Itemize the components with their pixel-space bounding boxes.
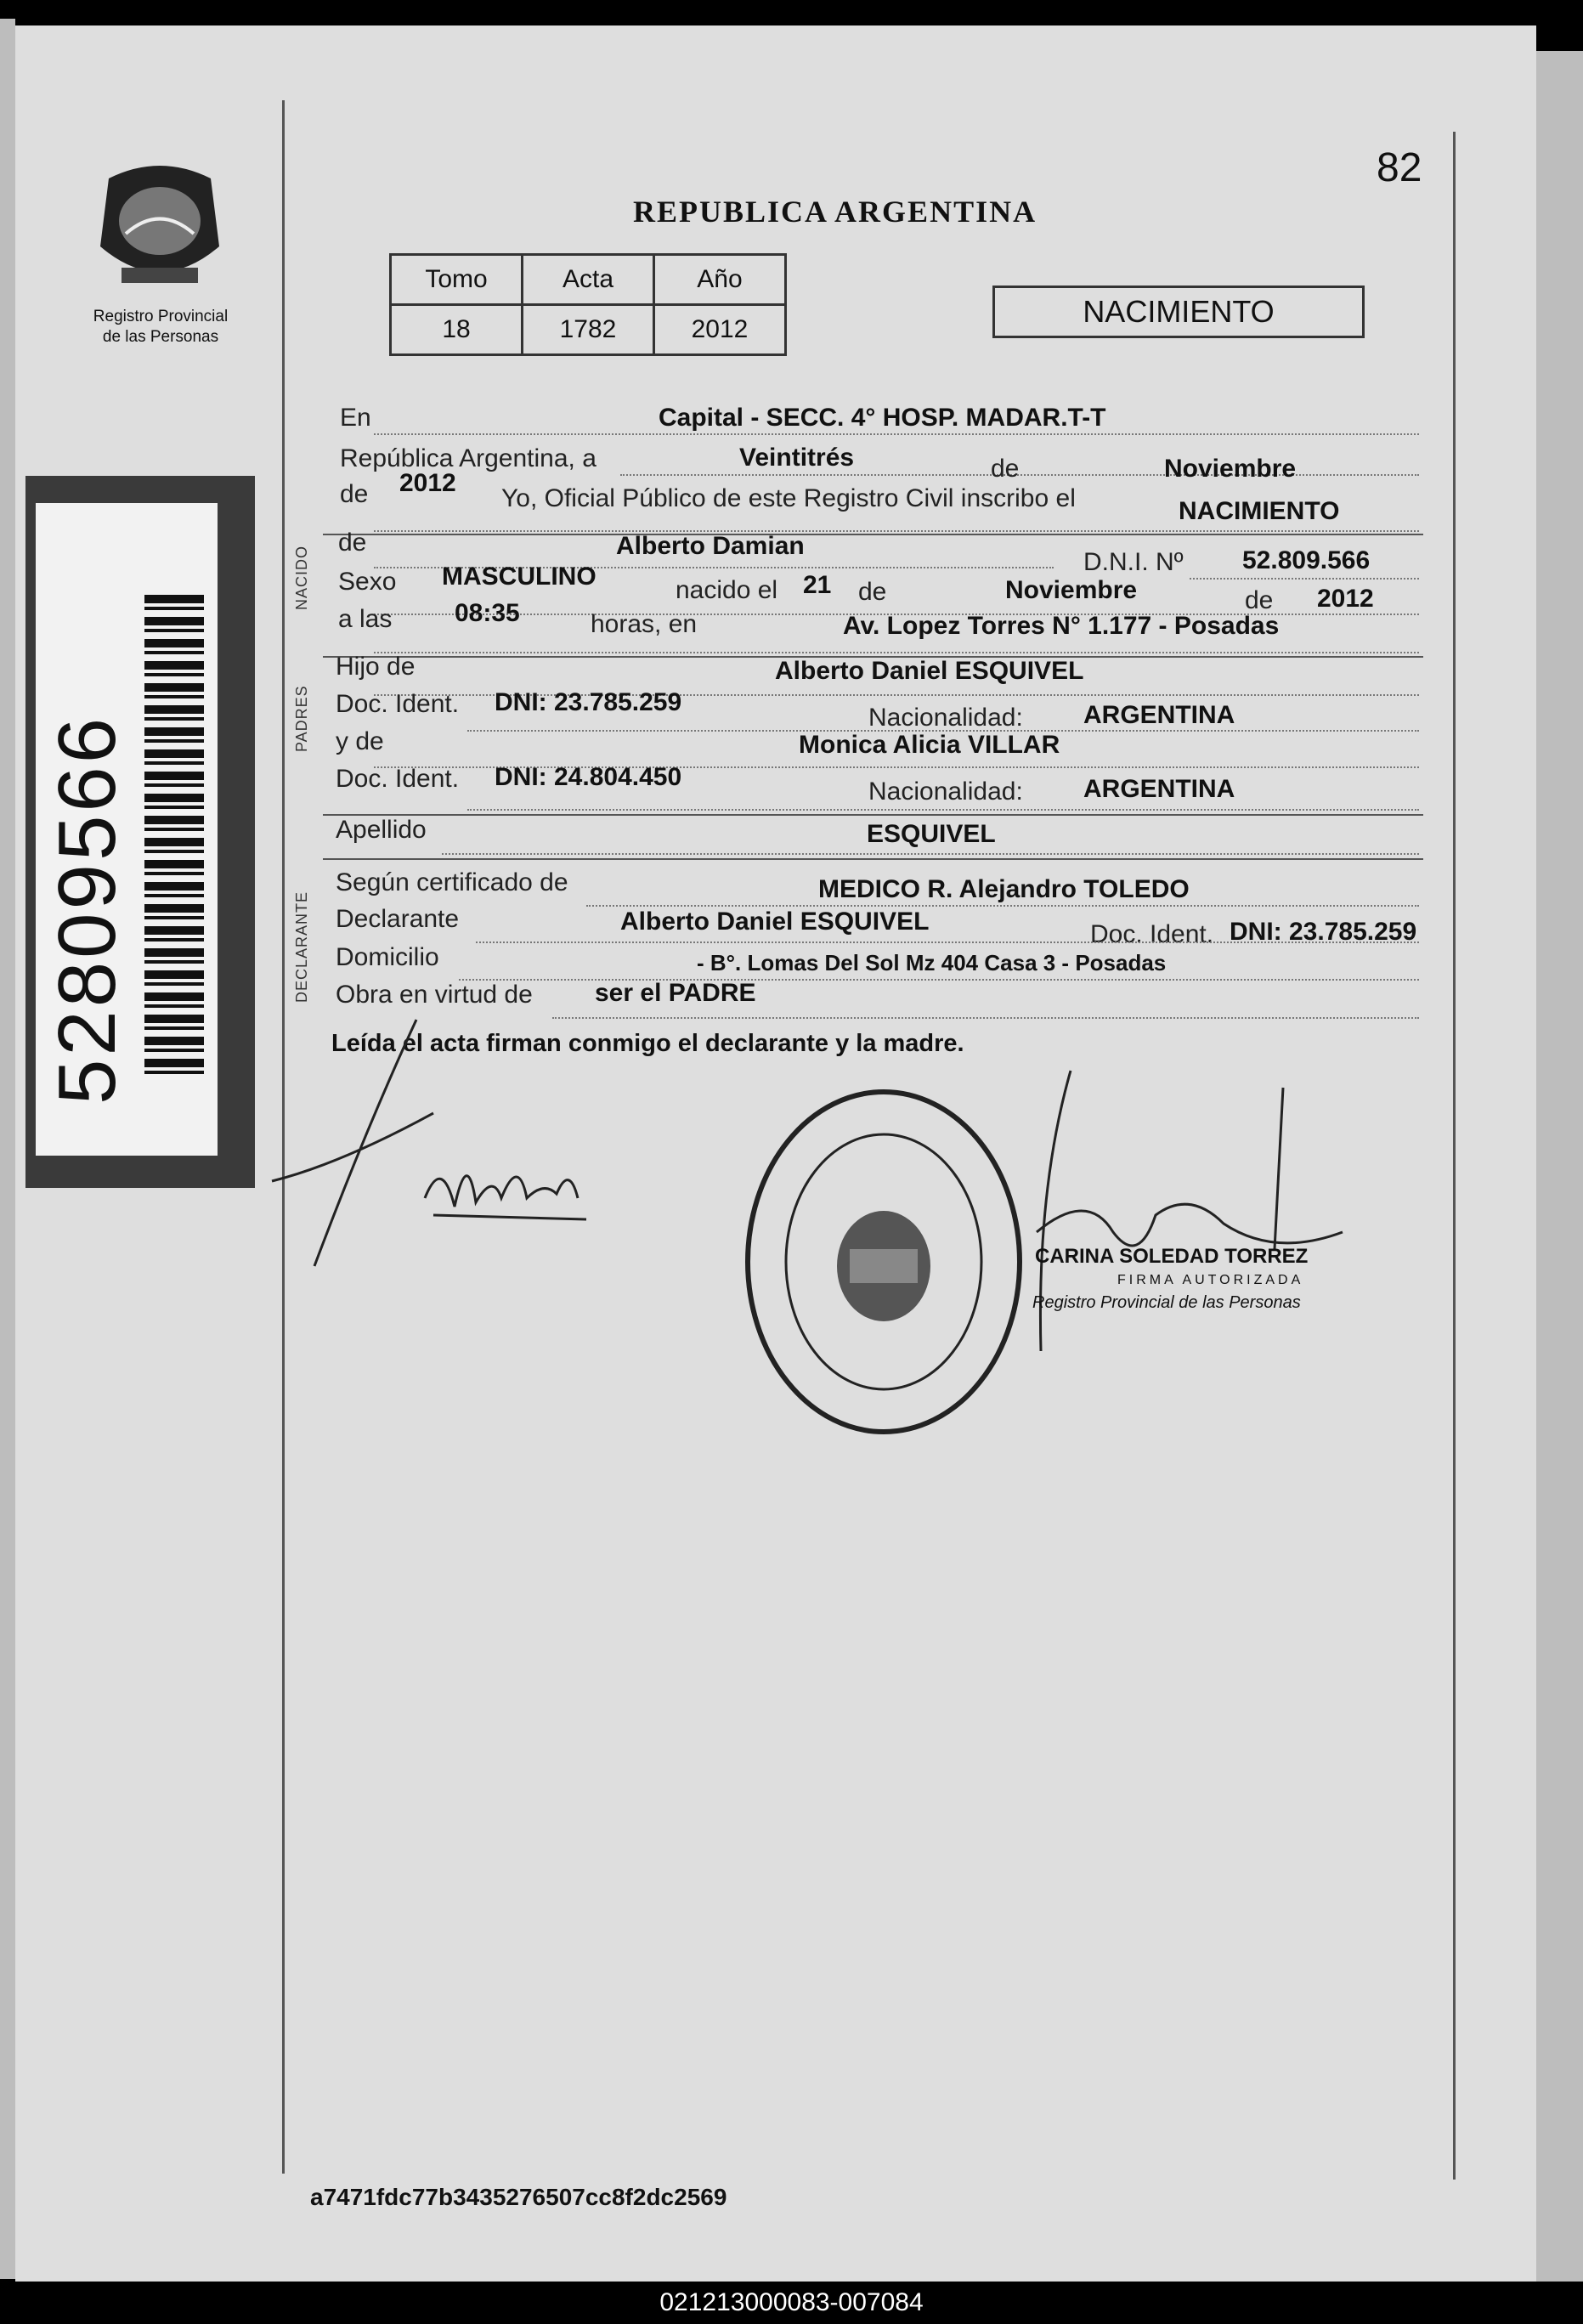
birth-de-label: de (858, 578, 887, 606)
en-label: En (340, 404, 371, 432)
dni-label: D.N.I. Nº (1083, 548, 1184, 576)
mother-name: Monica Alicia VILLAR (799, 731, 1060, 759)
declarante-doc-label: Doc. Ident. (1090, 920, 1214, 948)
barcode-icon (144, 595, 204, 1079)
registry-name-line1: Registro Provincial (93, 308, 229, 325)
child-name: Alberto Damian (616, 532, 805, 560)
father-doc-label: Doc. Ident. (336, 690, 460, 718)
nacido-side-label: NACIDO (293, 545, 310, 610)
mother-doc-label: Doc. Ident. (336, 765, 460, 793)
official-title: FIRMA AUTORIZADA (1117, 1273, 1304, 1287)
mother-nat-label: Nacionalidad: (868, 777, 1023, 806)
page-edge-right (1536, 51, 1583, 2286)
father-name: Alberto Daniel ESQUIVEL (775, 657, 1084, 685)
sexo-label: Sexo (338, 568, 397, 596)
barcode-number: 52809566 (42, 714, 133, 1105)
anio-header: Año (654, 255, 786, 305)
birth-year: 2012 (1317, 585, 1374, 613)
obra-value: ser el PADRE (595, 979, 756, 1007)
birth-hour: 08:35 (455, 599, 520, 627)
closing-statement: Leída el acta firman conmigo el declarante y la madre. (331, 1030, 964, 1057)
domicilio-value: - B°. Lomas Del Sol Mz 404 Casa 3 - Posadas (697, 950, 1167, 975)
page-number: 82 (1377, 145, 1422, 190)
day-words: Veintitrés (739, 444, 855, 472)
anio-value: 2012 (654, 305, 786, 355)
sexo-value: MASCULINO (442, 563, 596, 591)
apellido-top-line (323, 814, 1423, 816)
page-edge-left (0, 19, 15, 2279)
registry-name-line2: de las Personas (102, 328, 219, 346)
obra-label: Obra en virtud de (336, 981, 533, 1009)
birth-place: Av. Lopez Torres N° 1.177 - Posadas (843, 612, 1280, 640)
official-seal-icon (739, 1079, 1028, 1445)
mother-nationality: ARGENTINA (1083, 775, 1235, 803)
acta-value: 1782 (523, 305, 654, 355)
de-label: de (991, 455, 1020, 483)
right-margin-line (1453, 132, 1456, 2180)
record-type-box: NACIMIENTO (992, 286, 1365, 338)
provincial-emblem-icon (92, 153, 228, 306)
tomo-header: Tomo (391, 255, 523, 305)
oficial-text: Yo, Oficial Público de este Registro Civil inscribo el (501, 484, 1076, 512)
inscribo-value: NACIMIENTO (1179, 497, 1340, 525)
birth-month: Noviembre (1005, 576, 1138, 604)
month-value: Noviembre (1164, 455, 1297, 483)
nacido-el-label: nacido el (676, 576, 778, 604)
horas-en-label: horas, en (591, 610, 698, 638)
domicilio-label: Domicilio (336, 943, 439, 971)
cert-line (586, 903, 1419, 907)
place-value: Capital - SECC. 4° HOSP. MADAR.T-T (659, 404, 1106, 432)
y-de-label: y de (336, 727, 384, 755)
official-name: CARINA SOLEDAD TORREZ (1035, 1245, 1309, 1268)
declarante-doc: DNI: 23.785.259 (1230, 918, 1417, 946)
acta-header: Acta (523, 255, 654, 305)
father-doc: DNI: 23.785.259 (495, 688, 682, 716)
official-signature-icon (1020, 1062, 1377, 1360)
date-line (620, 472, 1419, 476)
declarante-side-label: DECLARANTE (293, 891, 310, 1003)
de-year-label: de (340, 480, 369, 508)
cert-value: MEDICO R. Alejandro TOLEDO (818, 875, 1190, 903)
mother-doc-line (467, 807, 1419, 811)
birth-place-line (374, 650, 1419, 653)
country-title: REPUBLICA ARGENTINA (633, 195, 1037, 229)
apellido-label: Apellido (336, 816, 427, 844)
document-hash: a7471fdc77b3435276507cc8f2dc2569 (310, 2184, 727, 2210)
mother-signature-icon (416, 1139, 595, 1232)
birth-de-label2: de (1245, 586, 1274, 614)
year-value: 2012 (399, 469, 456, 497)
declarante-label: Declarante (336, 905, 460, 933)
child-dni: 52.809.566 (1242, 546, 1371, 574)
republica-label: República Argentina, a (340, 444, 596, 472)
inscribo-line (374, 529, 1419, 532)
obra-line (552, 1015, 1419, 1019)
cert-label: Según certificado de (336, 868, 568, 896)
a-las-label: a las (338, 605, 393, 633)
father-nationality: ARGENTINA (1083, 701, 1235, 729)
declarante-line (476, 940, 1419, 943)
apellido-line (442, 851, 1419, 855)
father-nat-label: Nacionalidad: (868, 704, 1023, 732)
birth-day: 21 (803, 571, 832, 599)
footer-id: 021213000083-007084 (0, 2282, 1583, 2324)
declarante-top-line (323, 858, 1423, 860)
hijo-de-label: Hijo de (336, 653, 416, 681)
dni-line (1190, 576, 1419, 580)
mother-doc: DNI: 24.804.450 (495, 763, 682, 791)
official-org: Registro Provincial de las Personas (1032, 1293, 1301, 1312)
padres-side-label: PADRES (293, 685, 310, 752)
declarante-name: Alberto Daniel ESQUIVEL (620, 908, 930, 936)
apellido-value: ESQUIVEL (867, 820, 996, 848)
nacido-de-label: de (338, 529, 367, 557)
register-table (389, 253, 787, 356)
tomo-value: 18 (391, 305, 523, 355)
nacido-top-line (323, 534, 1423, 535)
